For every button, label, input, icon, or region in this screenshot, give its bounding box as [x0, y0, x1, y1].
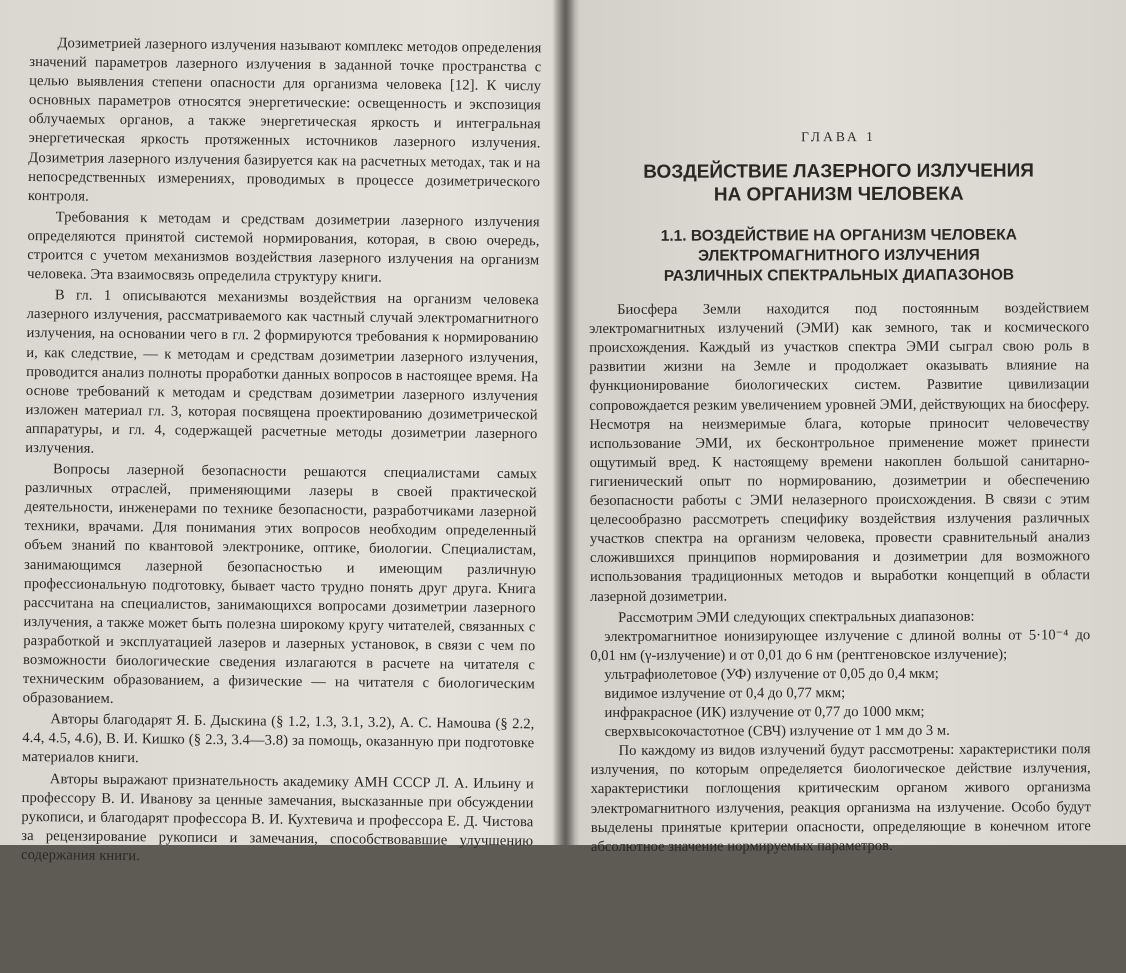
left-paragraph-3: В гл. 1 описываются механизмы воздействия на организм человека лазерного излучения, рассматриваемого как частный случай электромагнитного излучения, на основании чего в гл. 2 формируются требования к нормированию и, как следствие, — к методам и средствам дозиметрии лазерного излучения, проводится анализ полноты проработки данных вопросов в настоящее время. На основе требований к методам и средствам дозиметрии лазерного излучения изложен материал гл. 3, которая посвящена проектированию дозиметрической аппаратуры, и гл. 4, содержащей расчетные методы дозиметрии лазерного излучения. — [25, 287, 539, 457]
section-title-line: ЭЛЕКТРОМАГНИТНОГО ИЗЛУЧЕНИЯ — [697, 246, 980, 265]
spectrum-list-item: сверхвысокочастотное (СВЧ) излучение от 1 мм до 3 м. — [604, 722, 950, 741]
section-title-line: 1.1. ВОЗДЕЙСТВИЕ НА ОРГАНИЗМ ЧЕЛОВЕКА — [660, 226, 1017, 245]
right-closing-paragraph: По каждому из видов излучений будут рассмотрены: характеристики поля излучения, по которым определяется биологическое действие излучения, характеристики поглощения критическим органом живого организма электромагнитного излучения, реакция организма на излучение. Особо будут выделены принятые критерии опасности, определяющие в конечном итоге абсолютное значение нормируемых параметров. — [590, 741, 1091, 855]
section-title — [589, 225, 1089, 287]
chapter-label: ГЛАВА 1 — [801, 128, 876, 145]
left-paragraph-6: Авторы выражают признательность академику АМН СССР Л. А. Ильину и профессору В. И. Иванову за ценные замечания, высказанные при обсуждении рукописи, и благодарят профессора В. И. Кухтевича и профессора Е. Д. Чистова за рецензирование рукописи и замечания, способствовавшие улучшению содержания книги. — [20, 770, 534, 865]
left-page — [21, 0, 542, 884]
book-gutter — [553, 0, 575, 845]
chapter-title-line: НА ОРГАНИЗМ ЧЕЛОВЕКА — [713, 183, 964, 206]
spectrum-list-item: видимое излучение от 0,4 до 0,77 мкм; — [604, 685, 846, 702]
chapter-title-line: ВОЗДЕЙСТВИЕ ЛАЗЕРНОГО ИЗЛУЧЕНИЯ — [643, 160, 1034, 183]
right-paragraph-2: Рассмотрим ЭМИ следующих спектральных диапазонов: — [618, 608, 975, 626]
spectrum-list-item: ультрафиолетовое (УФ) излучение от 0,05 до 0,4 мкм; — [604, 665, 939, 683]
left-paragraph-2: Требования к методам и средствам дозиметрии лазерного излучения определяются принятой системой нормирования, которая, в свою очередь, строится с учетом механизмов воздействия лазерного излучения на организм человека. Эта взаимосвязь определила структуру книги. — [27, 209, 540, 286]
right-paragraph-1: Биосфера Земли находится под постоянным воздействием электромагнитных излучений (ЭМИ) как земного, так и космического происхождения. Каждый из участков спектра ЭМИ сыграл свою роль в развитии жизни на Земле и продолжает оказывать влияние на функционирование биологических систем. Развитие цивилизации сопровождается резким увеличением уровней ЭМИ, действующих на биосферу. Несмотря на неизмеримые блага, которые приносит человечеству использование ЭМИ, их бесконтрольное применение может принести ощутимый вред. К настоящему времени накоплен большой санитарно-гигиенический опыт по нормированию, дозиметрии и обеспечению безопасности работы с ЭМИ нелазерного происхождения. В связи с этим целесообразно рассмотреть специфику воздействия излучения различных участков спектра на организм человека, провести сравнительный анализ сложившихся принципов нормирования и дозиметрии для возможного использования традиционных методов и выработки концепций в области лазерной дозиметрии. — [589, 300, 1091, 605]
spectrum-list-item: электромагнитное ионизирующее излучение с длиной волны от 5·10⁻⁴ до 0,01 нм (γ-излучение) и от 0,01 до 6 нм (рентгеновское излучение); — [590, 626, 1091, 664]
spectrum-list-item: инфракрасное (ИК) излучение от 0,77 до 1000 мкм; — [604, 703, 925, 722]
right-page — [588, 0, 1091, 973]
left-paragraph-1: Дозиметрией лазерного излучения называют комплекс методов определения значений параметров лазерного излучения в заданной точке пространства с целью выявления степени опасности для организма человека [12]. К числу основных параметров относятся энергетические: освещенность и экспозиция облучаемых органов, а также энергетическая яркость и интегральная энергетическая яркость протяженных источников лазерного излучения. Дозиметрия лазерного излучения базируется как на расчетных методах, так и на непосредственных измерениях, проводимых в процессе дозиметрического контроля. — [27, 35, 542, 205]
chapter-title — [589, 159, 1089, 207]
left-paragraph-5: Авторы благодарят Я. Б. Дыскина (§ 1.2, 1.3, 3.1, 3.2), А. С. Намоuва (§ 2.2, 4.4, 4.5, 4.6), В. И. Кишко (§ 2.3, 3.4—3.8) за помощь, оказанную при подготовке материалов книги. — [21, 711, 535, 767]
section-title-line: РАЗЛИЧНЫХ СПЕКТРАЛЬНЫХ ДИАПАЗОНОВ — [663, 266, 1015, 285]
left-paragraph-4: Вопросы лазерной безопасности решаются специалистами самых различных отраслей, применяющими лазеры в своей практической деятельности, инженерами по технике безопасности, разработчиками лазерной техники, врачами. Для понимания этих вопросов необходим определенный объем знаний по квантовой электронике, оптике, биологии. Специалистам, занимающимся лазерной безопасностью и имеющим различную профессиональную подготовку, бывает часто трудно понять друг друга. Книга рассчитана на специалистов, занимающихся вопросами дозиметрии лазерного излучения, а также может быть полезна широкому кругу читателей, связанных с разработкой и эксплуатацией лазеров и лазерных установок, в связи с чем по возможности биологические сведения излагаются в расчете на читателя с техническим образованием, а физические — на читателя с биологическим образованием. — [22, 461, 538, 708]
